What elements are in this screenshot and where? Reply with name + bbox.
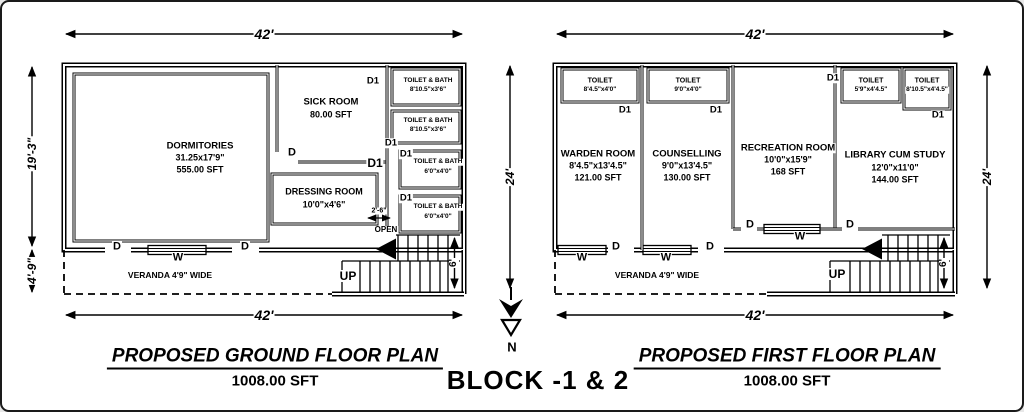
gf-toilet-bath-c-name: TOILET & BATH — [413, 157, 463, 165]
ff-warden-size: 8'4.5"x13'4.5" — [569, 160, 627, 171]
ff-plan-area: 1008.00 SFT — [743, 372, 831, 390]
ff-door1-label-a: D1 — [618, 104, 632, 116]
ff-dim-bottom: 42' — [745, 307, 765, 323]
gf-dormitories-size: 31.25x17'9" — [175, 152, 225, 163]
block-title: BLOCK -1 & 2 — [446, 365, 630, 395]
gf-toilet-bath-d-name: TOILET & BATH — [413, 202, 463, 210]
gf-stair-direction-arrow — [376, 239, 396, 260]
first-floor-stairs — [830, 235, 950, 293]
ff-up-label: UP — [828, 267, 846, 281]
ff-stair-direction-arrow — [862, 239, 882, 260]
ff-veranda-label: VERANDA 4'9" WIDE — [614, 269, 700, 280]
gf-plan-area: 1008.00 SFT — [231, 372, 319, 390]
ff-dim-stair-width: 6' — [938, 259, 949, 267]
gf-dim-stair-width: 6' — [448, 259, 459, 267]
gf-dim-veranda-depth: 4'-9" — [25, 258, 39, 284]
gf-dim-main-depth: 19'-3" — [25, 137, 39, 171]
ff-window-label-counselling: W — [660, 251, 672, 264]
gf-plan-title: PROPOSED GROUND FLOOR PLAN — [107, 347, 443, 370]
ff-library-size: 12'0"x11'0" — [871, 162, 919, 173]
ff-recreation-name: RECREATION ROOM — [740, 142, 836, 154]
ff-recreation-area: 168 SFT — [770, 166, 806, 177]
ff-toilet-c-size: 5'9"x4'4.5" — [854, 85, 888, 93]
ff-toilet-a-size: 8'4.5"x4'0" — [583, 85, 617, 93]
ff-library-area: 144.00 SFT — [871, 174, 919, 185]
gf-door-label-right: D — [241, 240, 249, 253]
ff-plan-title: PROPOSED FIRST FLOOR PLAN — [634, 347, 941, 370]
ff-door1-label-c: D1 — [826, 72, 840, 84]
gf-window-label: W — [172, 251, 184, 264]
ff-door1-label-b: D1 — [709, 104, 723, 116]
gf-toilet-bath-d-size: 6'0"x4'0" — [424, 212, 452, 220]
north-arrow-icon — [499, 287, 523, 335]
ff-library-name: LIBRARY CUM STUDY — [844, 149, 946, 161]
ff-recreation-size: 10'0"x15'9" — [764, 154, 812, 165]
gf-toilet-bath-c-size: 6'0"x4'0" — [424, 167, 452, 175]
gf-up-label: UP — [339, 269, 357, 283]
ff-door1-label-d: D1 — [931, 109, 945, 121]
ff-toilet-d-size: 8'10.5"x4'4.5" — [906, 85, 948, 93]
gf-door1-label-c: D1 — [399, 148, 413, 160]
ff-door-label-library: D — [846, 218, 854, 231]
gf-toilet-bath-a-name: TOILET & BATH — [403, 76, 453, 84]
gf-sick-room-name: SICK ROOM — [303, 96, 359, 108]
gf-dim-opening: 2'-6" — [371, 207, 387, 215]
north-label: N — [507, 339, 517, 355]
ff-dim-height: 24' — [980, 168, 994, 186]
ff-door-label-counselling: D — [706, 240, 714, 253]
ff-counselling-size: 9'0"x13'4.5" — [661, 160, 713, 171]
gf-door1-label-d: D1 — [399, 192, 413, 204]
ff-toilet-a-name: TOILET — [587, 77, 613, 85]
ff-door-label-recreation: D — [746, 218, 754, 231]
ff-window-label-warden: W — [576, 251, 588, 264]
gf-door1-label-big: D1 — [367, 156, 383, 170]
gf-open-label: OPEN — [374, 225, 398, 234]
ff-window-label-recreation: W — [794, 230, 806, 243]
ff-toilet-d-name: TOILET — [914, 77, 940, 85]
gf-door-label-sickroom: D — [288, 146, 296, 159]
ground-floor-walls — [64, 65, 464, 294]
ff-toilet-c-name: TOILET — [858, 77, 884, 85]
ff-dim-top: 42' — [745, 26, 765, 42]
gf-toilet-bath-a-size: 8'10.5"x3'6" — [409, 85, 447, 93]
gf-veranda-label: VERANDA 4'9" WIDE — [127, 269, 213, 280]
gf-sick-room-area: 80.00 SFT — [309, 109, 353, 120]
gf-dressing-room-name: DRESSING ROOM — [285, 186, 363, 197]
ff-warden-area: 121.00 SFT — [574, 172, 622, 183]
ff-warden-name: WARDEN ROOM — [560, 148, 636, 160]
gf-dim-height: 24' — [503, 168, 517, 186]
gf-toilet-bath-b-name: TOILET & BATH — [403, 116, 453, 124]
ff-counselling-area: 130.00 SFT — [663, 172, 711, 183]
gf-dormitories-name: DORMITORIES — [166, 140, 234, 152]
gf-toilet-bath-b-size: 8'10.5"x3'6" — [409, 125, 447, 133]
ff-toilet-b-name: TOILET — [675, 77, 701, 85]
gf-door1-label-b: D1 — [384, 137, 398, 149]
ff-counselling-name: COUNSELLING — [652, 148, 722, 160]
gf-door-label-left: D — [113, 240, 121, 253]
gf-door1-label-a: D1 — [366, 75, 380, 87]
ff-toilet-b-size: 9'0"x4'0" — [674, 85, 702, 93]
gf-dormitories-area: 555.00 SFT — [176, 164, 224, 175]
ff-door-label-warden: D — [612, 240, 620, 253]
gf-dim-top: 42' — [254, 26, 274, 42]
gf-dressing-room-size: 10'0"x4'6" — [302, 199, 346, 210]
gf-dim-bottom: 42' — [254, 307, 274, 323]
